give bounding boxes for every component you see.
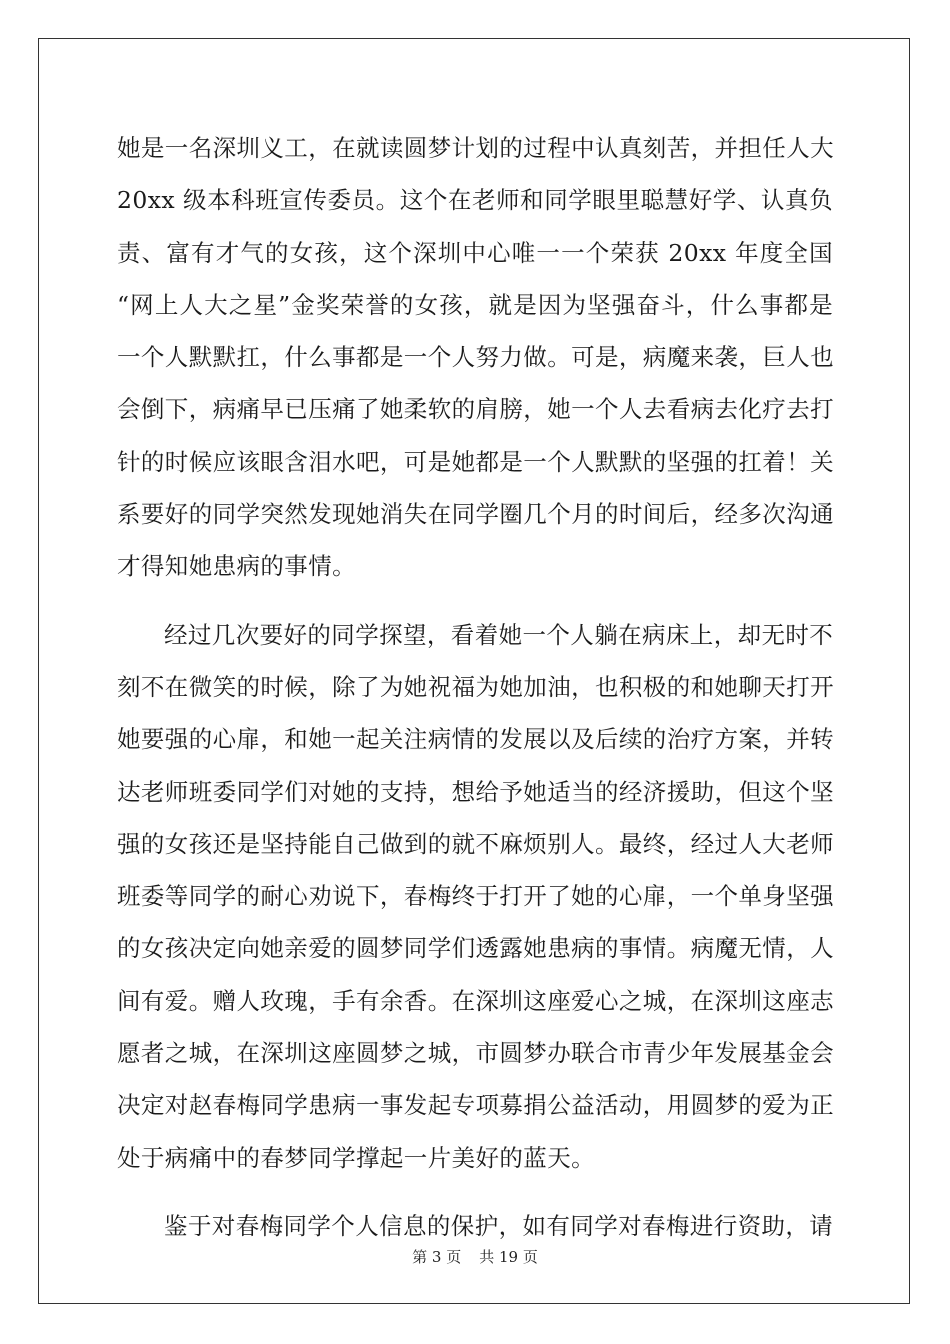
text-line: 才得知她患病的事情。 [117, 552, 356, 581]
page-footer [0, 1246, 950, 1267]
text-line: 她是一名深圳义工，在就读圆梦计划的过程中认真刻苦，并担任人大 [117, 134, 834, 162]
text-line: 鉴于对春梅同学个人信息的保护，如有同学对春梅进行资助，请 [164, 1211, 834, 1240]
text-line: 20xx 级本科班宣传委员。这个在老师和同学眼里聪慧好学、认真负 [117, 186, 833, 215]
text-line: 决定对赵春梅同学患病一事发起专项募捐公益活动，用圆梦的爱为正 [117, 1091, 834, 1120]
text-line: 强的女孩还是坚持能自己做到的就不麻烦别人。最终，经过人大老师 [117, 829, 834, 858]
text-line: 班委等同学的耐心劝说下，春梅终于打开了她的心扉，一个单身坚强 [117, 882, 834, 911]
page-number: 第 3 页 [412, 1248, 462, 1266]
text-line: 达老师班委同学们对她的支持，想给予她适当的经济援助，但这个坚 [117, 777, 834, 806]
text-line: “网上人大之星”金奖荣誉的女孩，就是因为坚强奋斗，什么事都是 [117, 290, 833, 319]
paragraph-1 [117, 122, 833, 593]
paragraph-3 [117, 1200, 833, 1252]
document-body [117, 122, 833, 1252]
text-line: 系要好的同学突然发现她消失在同学圈几个月的时间后，经多次沟通 [117, 500, 834, 529]
text-line: 责、富有才气的女孩，这个深圳中心唯一一个荣获 20xx 年度全国 [117, 238, 833, 267]
text-line: 愿者之城，在深圳这座圆梦之城，市圆梦办联合市青少年发展基金会 [117, 1039, 834, 1068]
text-line: 针的时候应该眼含泪水吧，可是她都是一个人默默的坚强的扛着！关 [117, 447, 834, 476]
page-total: 共 19 页 [479, 1248, 538, 1266]
text-line: 经过几次要好的同学探望，看着她一个人躺在病床上，却无时不 [164, 620, 834, 649]
text-line: 间有爱。赠人玫瑰，手有余香。在深圳这座爱心之城，在深圳这座志 [117, 986, 834, 1015]
text-line: 刻不在微笑的时候，除了为她祝福为她加油，也积极的和她聊天打开 [117, 672, 834, 701]
text-line: 处于病痛中的春梦同学撑起一片美好的蓝天。 [117, 1143, 595, 1172]
text-line: 的女孩决定向她亲爱的圆梦同学们透露她患病的事情。病魔无情，人 [117, 934, 834, 963]
text-line: 她要强的心扉，和她一起关注病情的发展以及后续的治疗方案，并转 [117, 725, 834, 754]
paragraph-2 [117, 609, 833, 1184]
text-line: 一个人默默扛，什么事都是一个人努力做。可是，病魔来袭，巨人也 [117, 343, 834, 372]
text-line: 会倒下，病痛早已压痛了她柔软的肩膀，她一个人去看病去化疗去打 [117, 395, 834, 424]
